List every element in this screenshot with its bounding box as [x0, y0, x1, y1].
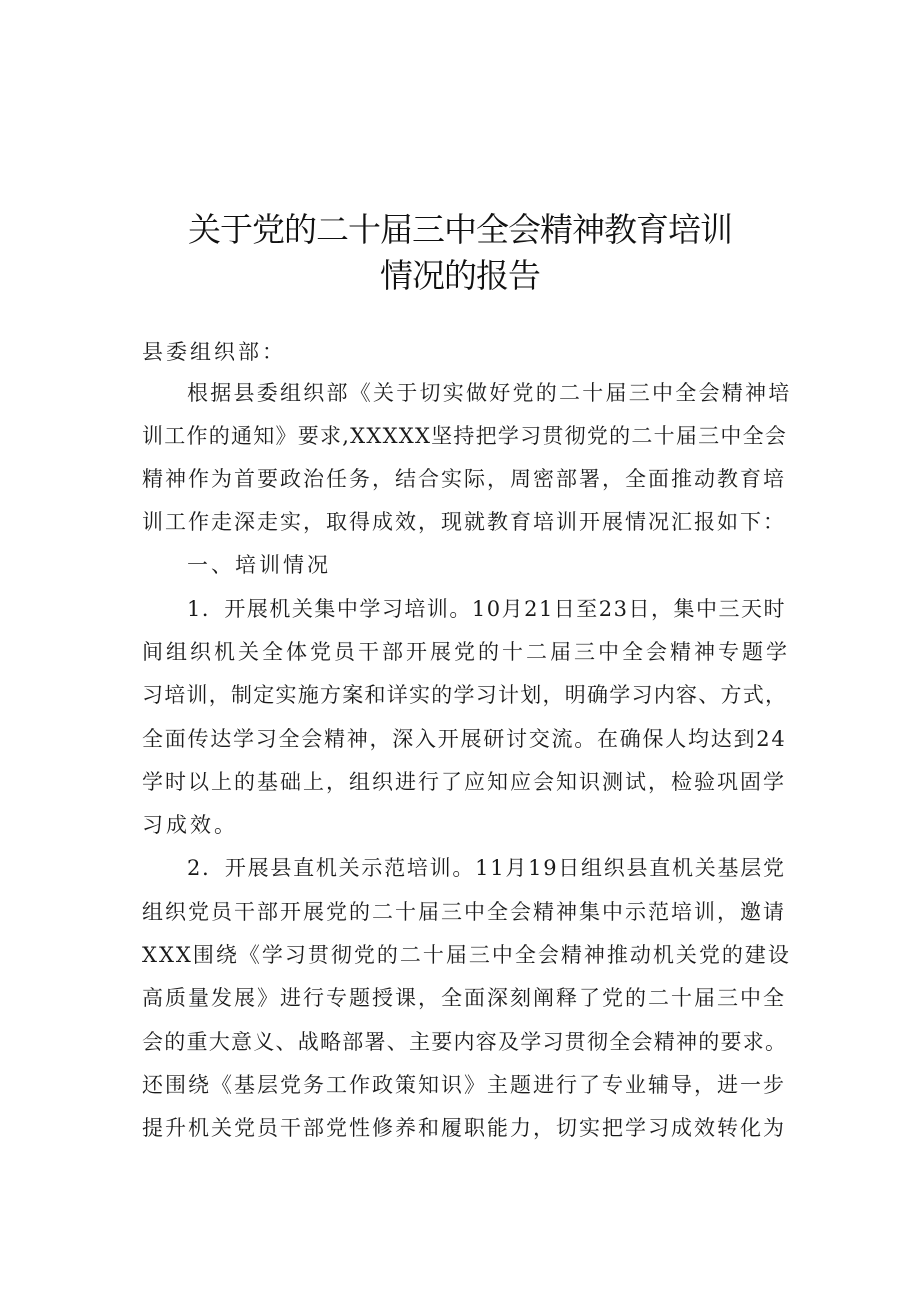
item-1-line-3: 习培训，制定实施方案和详实的学习计划，明确学习内容、方式，: [142, 683, 788, 707]
item-1-line-2: 间组织机关全体党员干部开展党的十二届三中全会精神专题学: [142, 640, 790, 664]
item-2-line-7: 提升机关党员干部党性修养和履职能力，切实把学习成效转化为: [142, 1116, 786, 1140]
item-2-line-1: 2．开展县直机关示范培训。11月19日组织县直机关基层党: [187, 856, 786, 880]
item-2-line-5: 会的重大意义、战略部署、主要内容及学习贯彻全会精神的要求。: [142, 1030, 788, 1054]
paragraph-1-line-2: 训工作的通知》要求,XXXXX坚持把学习贯彻党的二十届三中全会: [142, 424, 788, 448]
item-1-line-4: 全面传达学习全会精神，深入开展研讨交流。在确保人均达到24: [142, 727, 787, 751]
paragraph-1-line-1: 根据县委组织部《关于切实做好党的二十届三中全会精神培: [187, 381, 792, 405]
item-2-line-3: XXX围绕《学习贯彻党的二十届三中全会精神推动机关党的建设: [142, 943, 791, 967]
item-1-line-6: 习成效。: [142, 813, 238, 837]
document-title-line-1: 关于党的二十届三中全会精神教育培训: [188, 210, 732, 249]
item-2-line-6: 还围绕《基层党务工作政策知识》主题进行了专业辅导，进一步: [142, 1073, 786, 1097]
item-2-line-4: 高质量发展》进行专题授课，全面深刻阐释了党的二十届三中全: [142, 986, 786, 1010]
addressee: 县委组织部：: [142, 340, 286, 364]
document-title-line-2: 情况的报告: [380, 256, 540, 295]
section-1-heading: 一、培训情况: [187, 553, 331, 577]
paragraph-1-line-4: 训工作走深走实，取得成效，现就教育培训开展情况汇报如下：: [142, 510, 786, 534]
paragraph-1-line-3: 精神作为首要政治任务，结合实际，周密部署，全面推动教育培: [142, 467, 786, 491]
item-1-line-5: 学时以上的基础上，组织进行了应知应会知识测试，检验巩固学: [142, 770, 786, 794]
item-2-line-2: 组织党员干部开展党的二十届三中全会精神集中示范培训，邀请: [142, 900, 786, 924]
item-1-line-1: 1．开展机关集中学习培训。10月21日至23日，集中三天时: [187, 597, 787, 621]
